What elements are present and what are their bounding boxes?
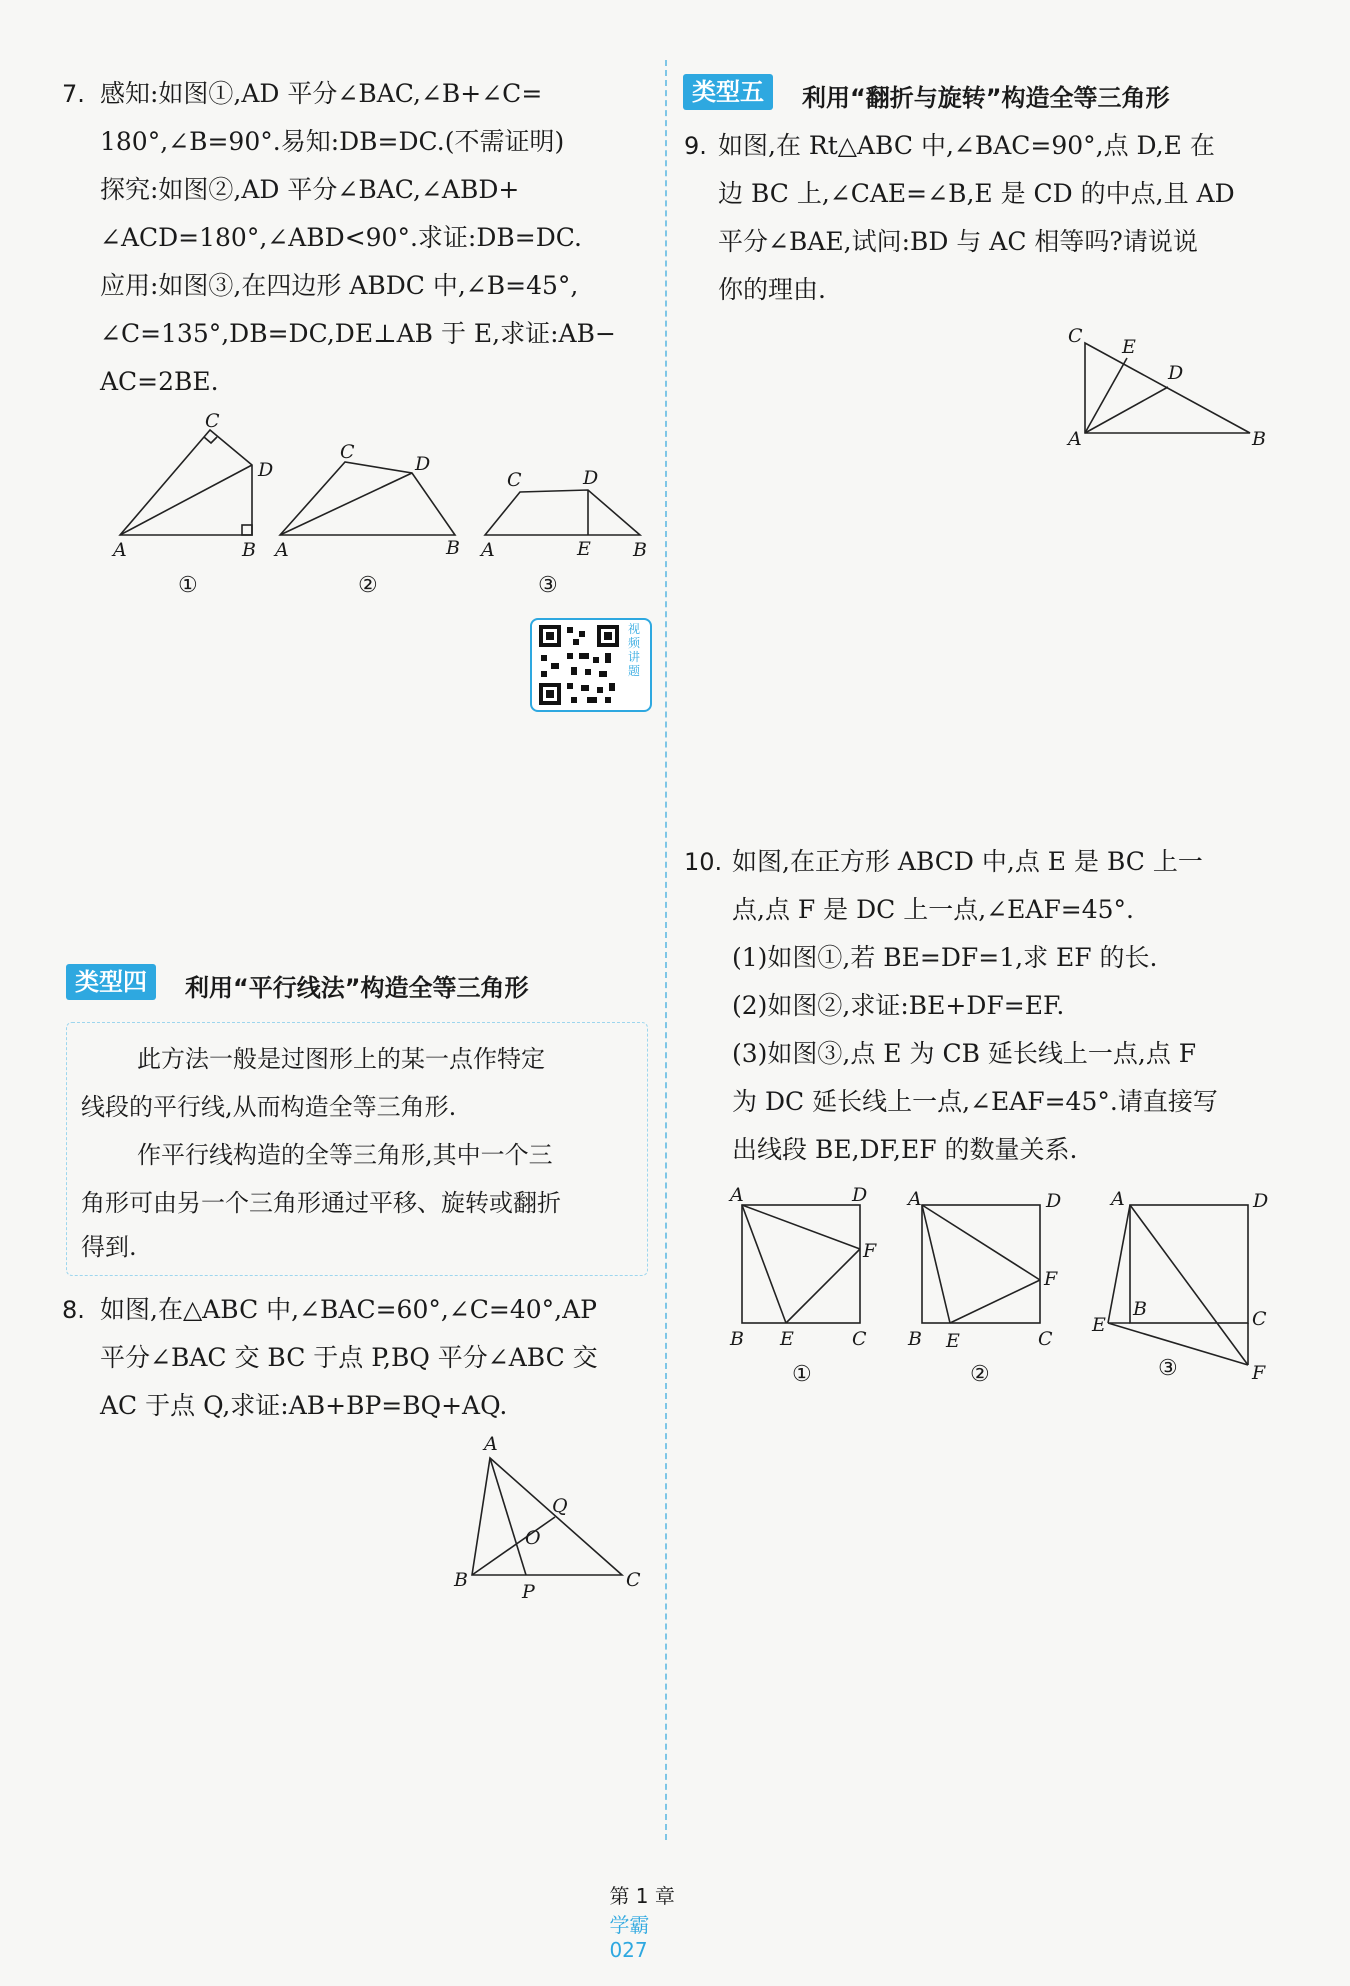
type4-method-box xyxy=(66,1022,648,1276)
q7-fig1-right-angle-b xyxy=(242,525,252,535)
q10-line-1: 如图,在正方形 ABCD 中,点 E 是 BC 上一 xyxy=(732,847,1203,876)
q7-line-3: 探究:如图②,AD 平分∠BAC,∠ABD+ xyxy=(100,175,520,204)
svg-text:D: D xyxy=(852,1184,868,1206)
svg-text:E: E xyxy=(1122,336,1136,358)
q7-fig1-ad xyxy=(120,465,252,535)
type4-box-line-1: 此方法一般是过图形上的某一点作特定 xyxy=(137,1045,545,1073)
footer-brand: 学霸 xyxy=(609,1913,650,1937)
q10-fig3-square xyxy=(1130,1205,1248,1323)
footer-chapter: 第 1 章 xyxy=(609,1884,675,1908)
svg-text:C: C xyxy=(852,1328,867,1350)
svg-text:C: C xyxy=(626,1569,641,1591)
q7-line-2: 180°,∠B=90°.易知:DB=DC.(不需证明) xyxy=(100,127,565,156)
svg-text:P: P xyxy=(522,1581,535,1603)
q7-figures xyxy=(100,410,660,610)
svg-text:B: B xyxy=(730,1328,744,1350)
q7-line-6: ∠C=135°,DB=DC,DE⊥AB 于 E,求证:AB− xyxy=(100,319,616,348)
svg-text:C: C xyxy=(1068,325,1083,347)
qr-label: 视频讲题 xyxy=(628,622,641,678)
q8-segment-ap xyxy=(490,1458,526,1575)
q8-number: 8. xyxy=(62,1296,85,1324)
qr-code-icon xyxy=(537,623,621,707)
svg-text:A: A xyxy=(484,1433,498,1455)
q10-line-3: (1)如图①,若 BE=DF=1,求 EF 的长. xyxy=(732,943,1158,972)
q7-line-4: ∠ACD=180°,∠ABD<90°.求证:DB=DC. xyxy=(100,223,582,252)
svg-text:D: D xyxy=(415,453,431,475)
type5-badge: 类型五 xyxy=(683,74,773,110)
q10-line-5: (3)如图③,点 E 为 CB 延长线上一点,点 F xyxy=(732,1039,1197,1068)
q9-line-1: 如图,在 Rt△ABC 中,∠BAC=90°,点 D,E 在 xyxy=(718,131,1215,160)
footer-page-number: 027 xyxy=(609,1938,648,1962)
svg-text:Q: Q xyxy=(552,1495,568,1517)
svg-text:E: E xyxy=(577,538,591,560)
type4-box-line-3: 作平行线构造的全等三角形,其中一个三 xyxy=(137,1141,553,1169)
page-footer xyxy=(584,1856,675,1986)
q9-number: 9. xyxy=(684,132,707,160)
q7-caption-2: ② xyxy=(358,573,378,598)
svg-text:A: A xyxy=(908,1188,922,1210)
svg-text:A: A xyxy=(730,1184,744,1206)
svg-text:B: B xyxy=(1252,428,1266,450)
svg-text:O: O xyxy=(525,1527,541,1549)
svg-text:B: B xyxy=(908,1328,922,1350)
q10-fig1-af xyxy=(742,1205,860,1249)
svg-text:C: C xyxy=(340,441,355,463)
q8-figure xyxy=(440,1430,660,1610)
svg-text:E: E xyxy=(780,1328,794,1350)
svg-text:C: C xyxy=(205,410,220,432)
svg-text:C: C xyxy=(1252,1308,1267,1330)
svg-text:C: C xyxy=(1038,1328,1053,1350)
svg-text:A: A xyxy=(275,539,289,561)
q10-line-4: (2)如图②,求证:BE+DF=EF. xyxy=(732,991,1065,1020)
q9-line-3: 平分∠BAE,试问:BD 与 AC 相等吗?请说说 xyxy=(718,227,1198,256)
q8-line-3: AC 于点 Q,求证:AB+BP=BQ+AQ. xyxy=(100,1391,508,1420)
svg-text:D: D xyxy=(1168,362,1184,384)
svg-text:B: B xyxy=(446,537,460,559)
q10-caption-1: ① xyxy=(792,1362,812,1387)
type5-title: 利用“翻折与旋转”构造全等三角形 xyxy=(802,84,1170,112)
q7-line-5: 应用:如图③,在四边形 ABDC 中,∠B=45°, xyxy=(100,271,579,300)
svg-text:D: D xyxy=(1253,1190,1269,1212)
q10-line-6: 为 DC 延长线上一点,∠EAF=45°.请直接写 xyxy=(732,1087,1218,1116)
q8-line-1: 如图,在△ABC 中,∠BAC=60°,∠C=40°,AP xyxy=(100,1295,597,1324)
q7-fig3-quad xyxy=(485,490,640,535)
q10-fig1-square xyxy=(742,1205,860,1323)
q7-caption-3: ③ xyxy=(538,573,558,598)
q7-fig2-ad xyxy=(280,473,412,535)
svg-text:A: A xyxy=(481,539,495,561)
q10-line-7: 出线段 BE,DF,EF 的数量关系. xyxy=(732,1135,1078,1164)
svg-text:A: A xyxy=(1111,1188,1125,1210)
svg-text:F: F xyxy=(1252,1362,1266,1384)
q10-fig3-af xyxy=(1130,1205,1248,1365)
q10-fig2-square xyxy=(922,1205,1040,1323)
svg-text:E: E xyxy=(946,1330,960,1352)
svg-text:F: F xyxy=(863,1240,877,1262)
svg-text:D: D xyxy=(1046,1190,1062,1212)
q10-fig2-ef xyxy=(950,1280,1040,1323)
q10-caption-3: ③ xyxy=(1158,1356,1178,1381)
q7-line-7: AC=2BE. xyxy=(100,367,219,396)
q7-fig1-right-angle-c xyxy=(204,437,217,443)
q9-line-2: 边 BC 上,∠CAE=∠B,E 是 CD 的中点,且 AD xyxy=(718,179,1235,208)
q8-line-2: 平分∠BAC 交 BC 于点 P,BQ 平分∠ABC 交 xyxy=(100,1343,598,1372)
svg-text:B: B xyxy=(1133,1298,1147,1320)
type4-box-line-5: 得到. xyxy=(81,1233,137,1261)
q10-line-2: 点,点 F 是 DC 上一点,∠EAF=45°. xyxy=(732,895,1135,924)
q8-triangle-abc xyxy=(472,1458,622,1575)
q8-segment-bq xyxy=(472,1517,555,1575)
type4-box-line-2: 线段的平行线,从而构造全等三角形. xyxy=(81,1093,457,1121)
q7-number: 7. xyxy=(62,80,85,108)
svg-text:C: C xyxy=(507,469,522,491)
svg-text:F: F xyxy=(1044,1268,1058,1290)
q7-caption-1: ① xyxy=(178,573,198,598)
q7-line-1: 感知:如图①,AD 平分∠BAC,∠B+∠C= xyxy=(100,79,543,108)
q10-caption-2: ② xyxy=(970,1362,990,1387)
type4-title: 利用“平行线法”构造全等三角形 xyxy=(185,974,529,1002)
q10-fig2-ae xyxy=(922,1205,950,1323)
q10-fig3-ef xyxy=(1108,1323,1248,1365)
q9-line-4: 你的理由. xyxy=(718,275,826,304)
svg-text:A: A xyxy=(1068,428,1082,450)
svg-text:E: E xyxy=(1092,1314,1106,1336)
q10-fig3-ae xyxy=(1108,1205,1130,1323)
column-divider xyxy=(665,60,667,1840)
q10-figures xyxy=(720,1175,1280,1395)
svg-text:B: B xyxy=(242,539,256,561)
q7-fig1-quad xyxy=(120,430,252,535)
svg-text:B: B xyxy=(454,1569,468,1591)
type4-box-line-4: 角形可由另一个三角形通过平移、旋转或翻折 xyxy=(81,1189,561,1217)
q10-fig1-ae xyxy=(742,1205,786,1323)
q10-fig2-af xyxy=(922,1205,1040,1280)
q10-number: 10. xyxy=(684,848,723,876)
q10-fig1-ef xyxy=(786,1249,860,1323)
type4-badge: 类型四 xyxy=(66,964,156,1000)
svg-text:B: B xyxy=(633,539,647,561)
svg-text:D: D xyxy=(583,467,599,489)
svg-text:D: D xyxy=(258,459,274,481)
q9-figure xyxy=(1050,315,1280,455)
svg-text:A: A xyxy=(113,539,127,561)
